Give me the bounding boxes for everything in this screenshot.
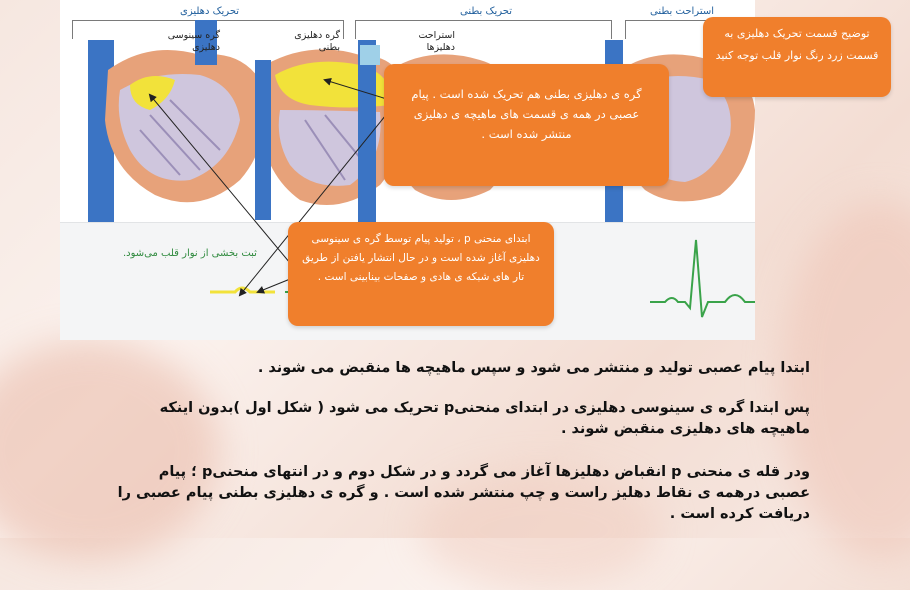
stage-label-ventricular-rest: استراحت بطنی (650, 6, 714, 17)
stage-label-atrial: تحریک دهلیزی (180, 6, 240, 17)
ecg-caption: ثبت بخشی از نوار قلب می‌شود. (123, 248, 257, 259)
stage-label-ventricular: تحریک بطنی (460, 6, 513, 17)
paragraph-3: ودر قله ی منحنی p انقباض دهلیزها آغاز می گردد و در شکل دوم و در انتهای منحنیp ؛ پیام عصبی درهمه ی نقاط دهلیز راست و چپ منتشر شده است . و گره ی دهلیزی بطنی پیام عصبی را دریافت کرده است . (117, 464, 810, 522)
callout-atrial-note: توضیح قسمت تحریک دهلیزی به قسمت زرد رنگ نوار قلب توجه کنید (703, 17, 891, 97)
label-atria-rest: استراحت دهلیزها (418, 30, 455, 53)
callout-av-node: گره ی دهلیزی بطنی هم تحریک شده است . پیام عصبی در همه ی قسمت های ماهیچه ی دهلیزی منتشر شده است . (384, 64, 669, 186)
paragraph-1: ابتدا پیام عصبی تولید و منتشر می شود و سپس ماهیچه ها منقبض می شوند . (257, 360, 810, 376)
arrow-to-heart2 (325, 80, 390, 100)
label-sa-node: گره سینوسی دهلیزی (167, 30, 220, 53)
paragraph-2: پس ابتدا گره ی سینوسی دهلیزی در ابتدای منحنیp تحریک می شود ( شکل اول )بدون اینکه ماهیچه های دهلیزی منقبض شوند . (159, 400, 810, 437)
callout-p-wave: ابتدای منحنی p ، تولید پیام توسط گره ی سینوسی دهلیزی آغاز شده است و در حال انتشار یافتن از طریق تار های شبکه ی هادی و صفحات بینابینی است . (288, 222, 554, 326)
label-av-node: گره دهلیزی بطنی (294, 30, 340, 53)
